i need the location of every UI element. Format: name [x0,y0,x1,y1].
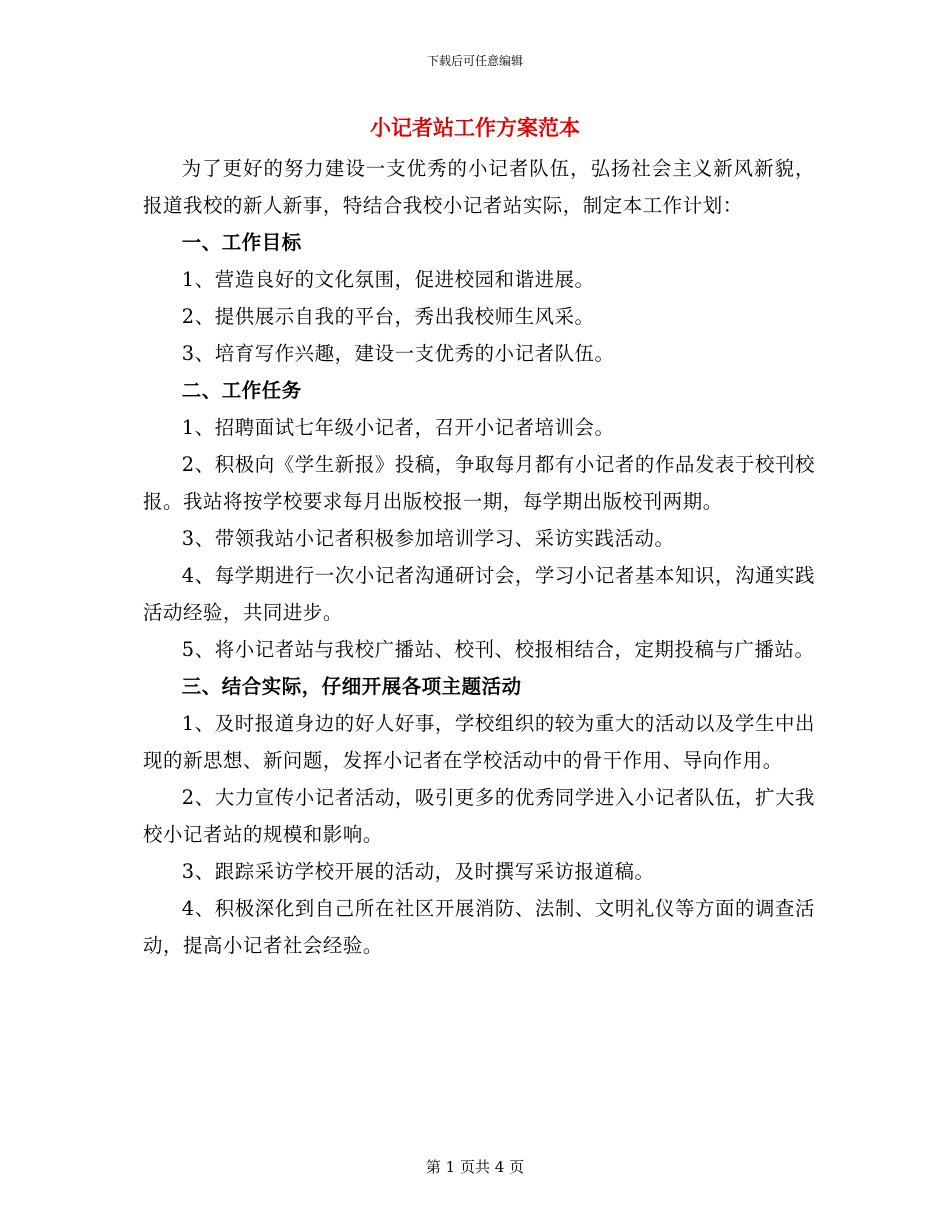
paragraph-task-1: 1、招聘面试七年级小记者，召开小记者培训会。 [181,416,615,439]
paragraph-task-5: 5、将小记者站与我校广播站、校刊、校报相结合，定期投稿与广播站。 [181,638,815,661]
document-title: 小记者站工作方案范本 [370,115,580,140]
page-number: 第 1 页共 4 页 [425,1158,525,1176]
paragraph-activity-2: 2、大力宣传小记者活动，吸引更多的优秀同学进入小记者队伍，扩大我校小记者站的规模和影响。 [143,786,815,846]
paragraph-task-2: 2、积极向《学生新报》投稿，争取每月都有小记者的作品发表于校刊校报。我站将按学校要求每月出版校报一期，每学期出版校刊两期。 [143,453,815,513]
section-heading-activities: 三、结合实际，仔细开展各项主题活动 [181,675,522,698]
paragraph-intro: 为了更好的努力建设一支优秀的小记者队伍，弘扬社会主义新风新貌，报道我校的新人新事，特结合我校小记者站实际，制定本工作计划： [143,157,815,217]
page-header-note: 下载后可任意编辑 [426,54,523,68]
paragraph-goal-1: 1、营造良好的文化氛围，促进校园和谐进展。 [181,268,595,291]
paragraph-task-4: 4、每学期进行一次小记者沟通研讨会，学习小记者基本知识，沟通实践活动经验，共同进步。 [143,564,815,624]
paragraph-activity-1: 1、及时报道身边的好人好事，学校组织的较为重大的活动以及学生中出现的新思想、新问题，发挥小记者在学校活动中的骨干作用、导向作用。 [143,712,815,772]
section-heading-tasks: 二、工作任务 [181,379,302,402]
paragraph-goal-2: 2、提供展示自我的平台，秀出我校师生风采。 [181,305,595,328]
paragraph-goal-3: 3、培育写作兴趣，建设一支优秀的小记者队伍。 [181,342,615,365]
section-heading-goals: 一、工作目标 [181,231,302,254]
paragraph-activity-3: 3、跟踪采访学校开展的活动，及时撰写采访报道稿。 [181,860,655,883]
document-body [143,150,815,964]
paragraph-activity-4: 4、积极深化到自己所在社区开展消防、法制、文明礼仪等方面的调查活动，提高小记者社会经验。 [143,897,815,957]
paragraph-task-3: 3、带领我站小记者积极参加培训学习、采访实践活动。 [181,527,675,550]
